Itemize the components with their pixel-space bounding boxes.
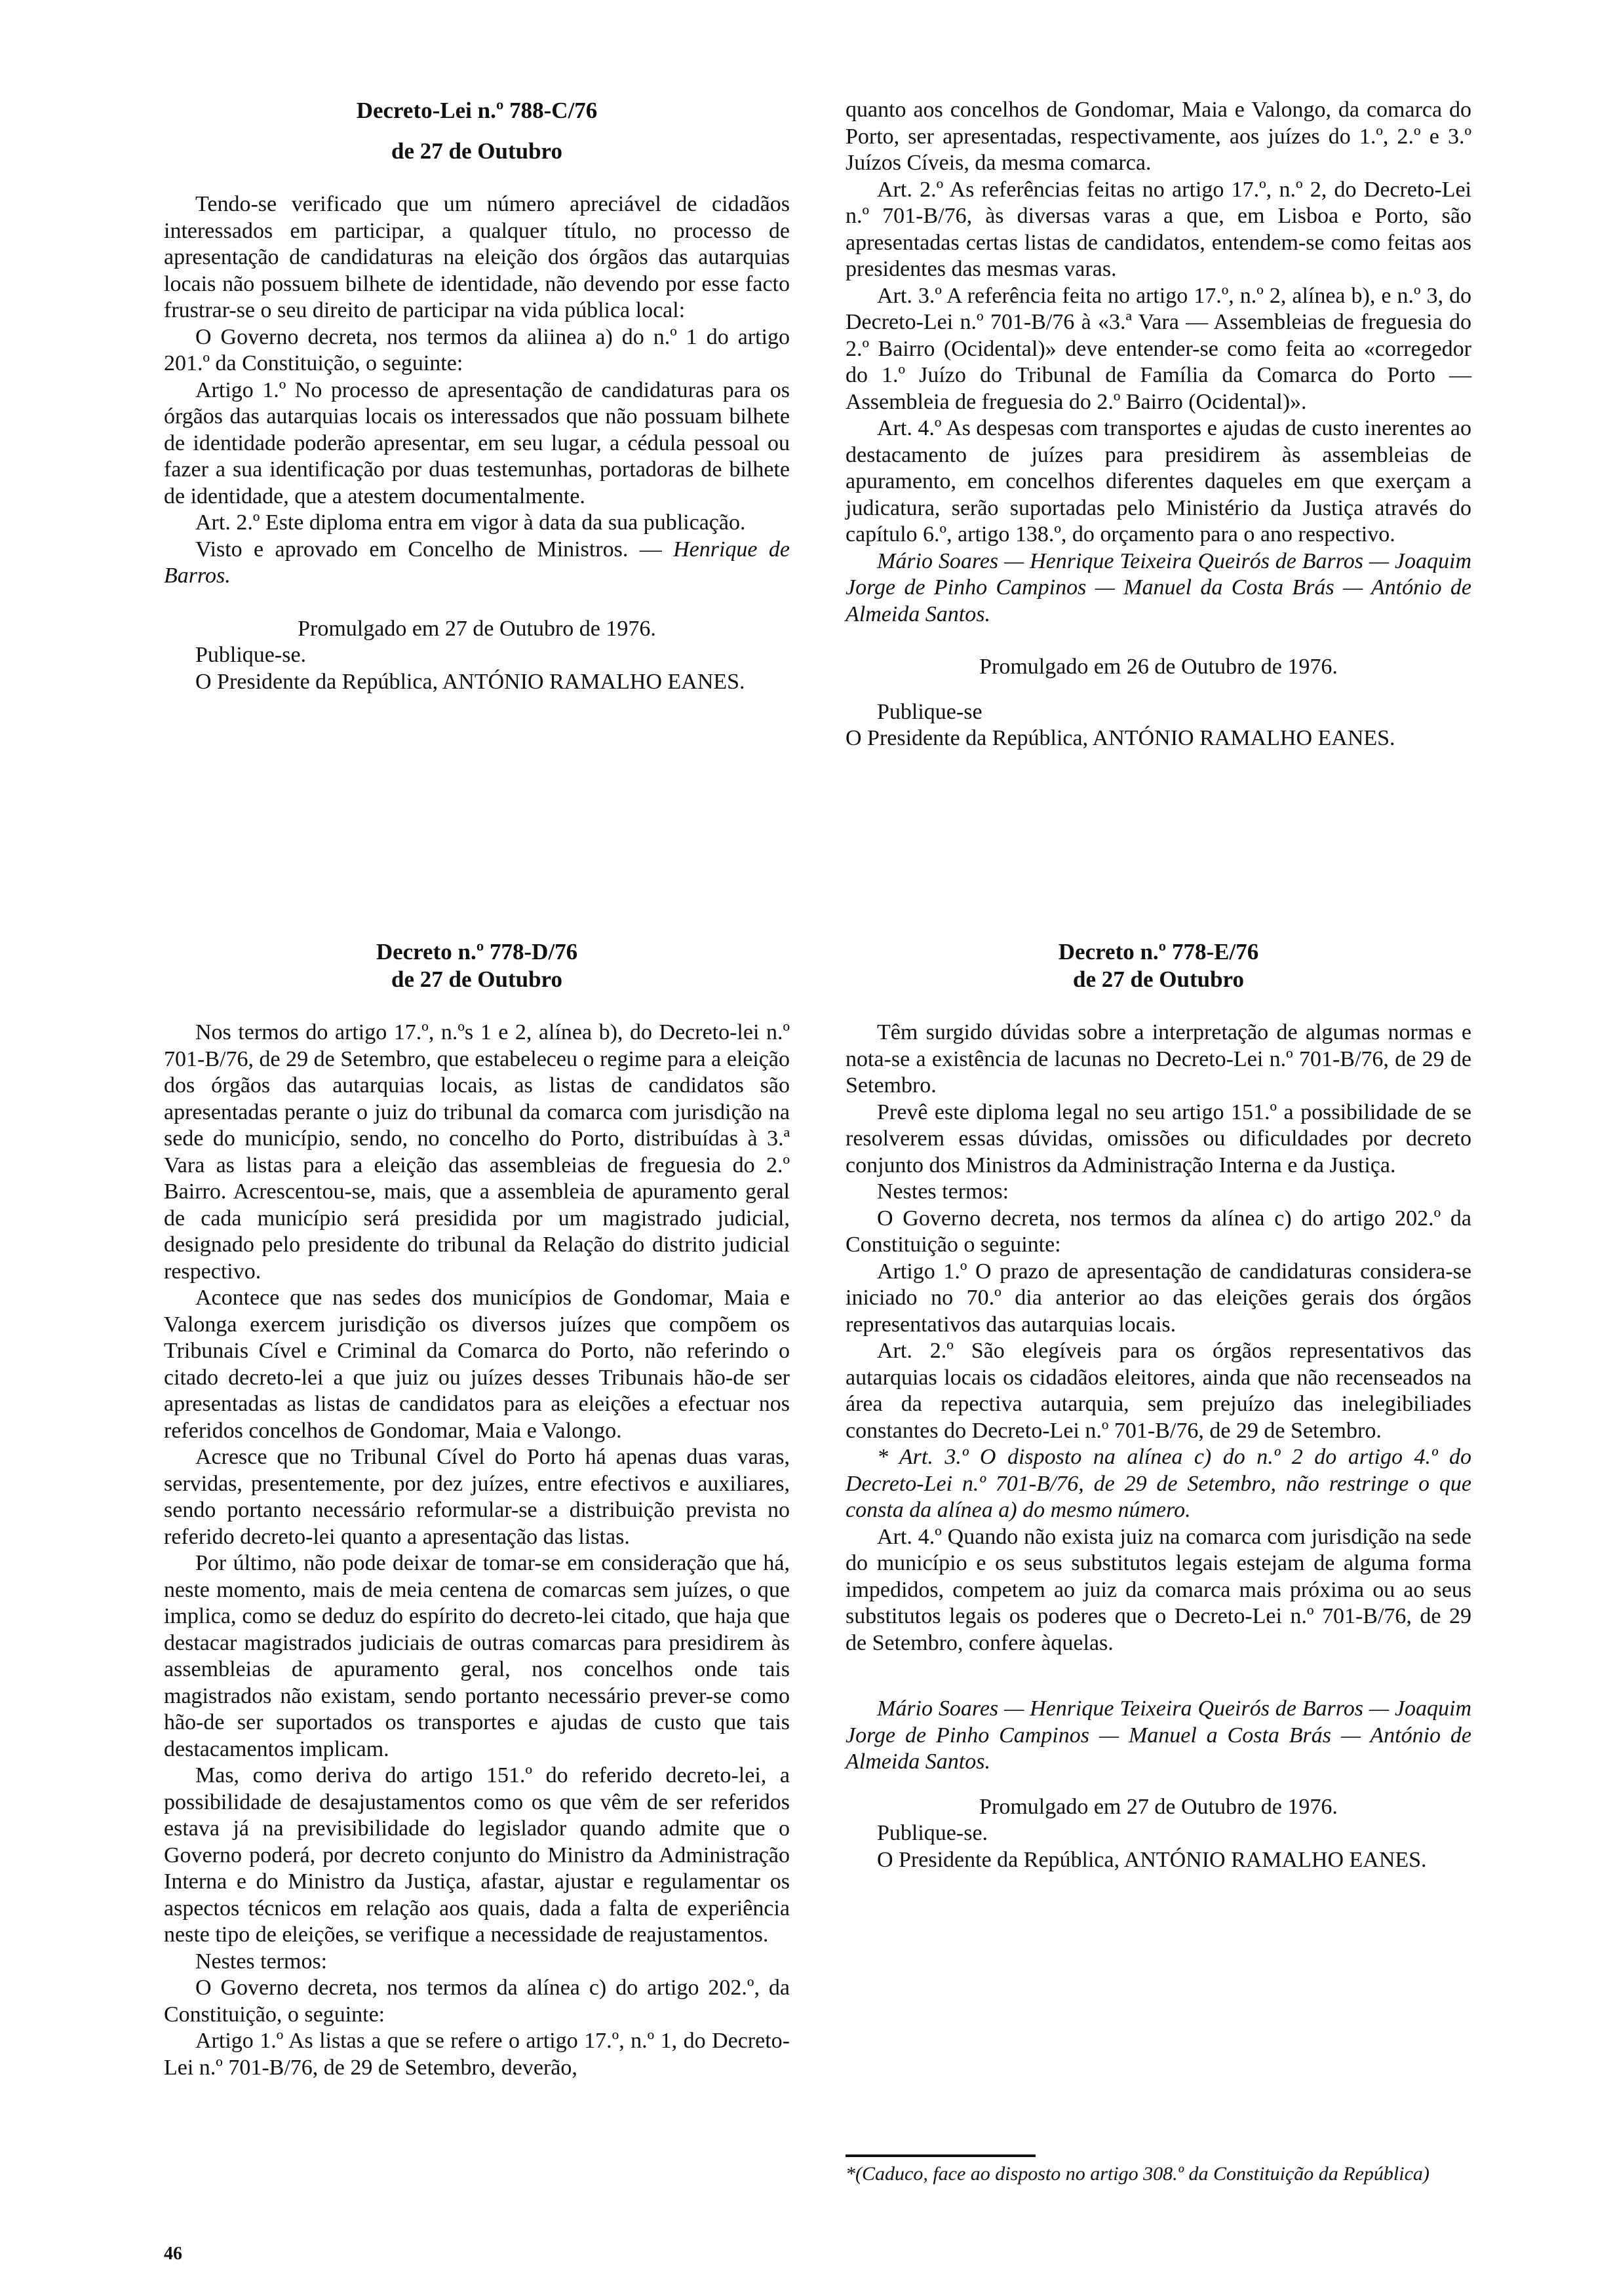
decree-date: de 27 de Outubro (1073, 966, 1244, 992)
president-signature: O Presidente da República, ANTÓNIO RAMALHO EANES. (195, 669, 745, 694)
decree-title: Decreto n.º 778-D/76 (376, 939, 578, 965)
paragraph: Artigo 1.º As listas a que se refere o artigo 17.º, n.º 1, do Decreto-Lei n.º 701-B/76, de 29 de Setembro, deverão, (164, 2029, 790, 2080)
paragraph: Artigo 1.º No processo de apresentação de candidaturas para os órgãos das autarquias locais os interessados que não possuam bilhete de identidade poderão apresentar, em seu lugar, a cédula pessoal ou fazer a sua identificação por duas testemunhas, portadoras de bilhete de identidade, que a atestem documentalmente. (164, 377, 790, 508)
decree-778e (846, 938, 1471, 1873)
paragraph-annotated: * Art. 3.º O disposto na alínea c) do n.º 2 do artigo 4.º do Decreto-Lei n.º 701-B/76, de 29 de Setembro, não restringe o que consta da alínea a) do mesmo número. (846, 1445, 1471, 1522)
president-signature: O Presidente da República, ANTÓNIO RAMALHO EANES. (877, 1847, 1427, 1872)
paragraph: Têm surgido dúvidas sobre a interpretação de algumas normas e nota-se a existência de lacunas no Decreto-Lei n.º 701-B/76, de 29 de Setembro. (846, 1020, 1471, 1098)
paragraph: O Governo decreta, nos termos da alínea c) do artigo 202.º, da Constituição, o seguinte: (164, 1976, 790, 2027)
footnote-rule (846, 2154, 1036, 2157)
president-signature: O Presidente da República, ANTÓNIO RAMALHO EANES. (846, 726, 1395, 750)
paragraph: Artigo 1.º O prazo de apresentação de candidaturas considera-se iniciado no 70.º dia anterior ao das eleições gerais dos órgãos representativos das autarquias locais. (846, 1259, 1471, 1337)
paragraph: Tendo-se verificado que um número apreciável de cidadãos interessados em participar, a qualquer título, no processo de apresentação de candidaturas na eleição dos órgãos das autarquias locais não possuem bilhete de identidade, não devendo por esse facto frustrar-se o seu direito de participar na vida pública local: (164, 192, 790, 322)
publish-order: Publique-se (877, 699, 983, 724)
paragraph: Acontece que nas sedes dos municípios de Gondomar, Maia e Valonga exercem jurisdição os diversos juízes que compõem os Tribunais Cível e Criminal da Comarca do Porto, não referindo o citado decreto-lei a que juiz ou juízes desses Tribunais hão-de ser apresentadas as listas de candidatos para as eleições a efectuar nos referidos concelhos de Gondomar, Maia e Valongo. (164, 1286, 790, 1443)
signatories: Mário Soares — Henrique Teixeira Queirós de Barros — Joaquim Jorge de Pinho Campinos — Manuel a Costa Brás — António de Almeida Santos. (846, 1696, 1471, 1774)
paragraph: quanto aos concelhos de Gondomar, Maia e Valongo, da comarca do Porto, ser apresentadas, respectivamente, aos juízes do 1.º, 2.º e 3.º Juízos Cíveis, da mesma comarca. (846, 98, 1471, 175)
footnote-text: *(Caduco, face ao disposto no artigo 308.º da Constituição da República) (846, 2163, 1430, 2185)
paragraph: Art. 4.º As despesas com transportes e ajudas de custo inerentes ao destacamento de juízes para presidirem às assembleias de apuramento, em concelhos diferentes daqueles em que exerçam a judicatura, serão suportadas pelo Ministério da Justiça através do capítulo 6.º, artigo 138.º, do orçamento para o ano respectivo. (846, 416, 1471, 546)
decree-778d (164, 938, 790, 2081)
paragraph: Por último, não pode deixar de tomar-se em consideração que há, neste momento, mais de meia centena de comarcas sem juízes, o que implica, como se deduz do espírito do decreto-lei citado, que haja que destacar magistrados judiciais de outras comarcas para presidirem às assembleias de apuramento geral, nos concelhos onde tais magistrados não existam, sendo portanto necessário prever-se como hão-de ser suportados os transportes e ajudas de custo que tais destacamentos implicam. (164, 1551, 790, 1761)
paragraph: Art. 3.º A referência feita no artigo 17.º, n.º 2, alínea b), e n.º 3, do Decreto-Lei n.º 701-B/76 à «3.ª Vara — Assembleias de freguesia do 2.º Bairro (Ocidental)» deve entender-se como feita ao «corregedor do 1.º Juízo do Tribunal de Família da Comarca do Porto — Assembleia de freguesia do 2.º Bairro (Ocidental)». (846, 283, 1471, 414)
decree-date: de 27 de Outubro (391, 966, 562, 992)
paragraph: Nestes termos: (877, 1179, 1009, 1204)
decree-788c (164, 97, 790, 695)
footnote (846, 2162, 1471, 2186)
signatories: Mário Soares — Henrique Teixeira Queirós de Barros — Joaquim Jorge de Pinho Campinos — Manuel da Costa Brás — António de Almeida Santos. (846, 548, 1471, 626)
paragraph: Mas, como deriva do artigo 151.º do referido decreto-lei, a possibilidade de desajustamentos como os que vêm de ser referidos estava já na previsibilidade do legislador quando admite que o Governo poderá, por decreto conjunto do Ministro da Administração Interna e do Ministro da Justiça, afastar, ajustar e regulamentar os aspectos técnicos em relação aos quais, dada a falta de experiência neste tipo de eleições, se verifique a necessidade de reajustamentos. (164, 1763, 790, 1947)
paragraph: Nestes termos: (195, 1949, 328, 1974)
paragraph (164, 537, 790, 590)
publish-order: Publique-se. (195, 643, 307, 667)
decree-title: Decreto n.º 778-E/76 (1058, 939, 1259, 965)
paragraph: Art. 2.º Este diploma entra em vigor à data da sua publicação. (195, 510, 746, 535)
approval-signer: Henrique de Barros. (164, 537, 790, 588)
page-number: 46 (164, 2244, 182, 2264)
paragraph: Prevê este diploma legal no seu artigo 151.º a possibilidade de se resolverem essas dúvidas, omissões ou dificuldades por decreto conjunto dos Ministros da Administração Interna e da Justiça. (846, 1100, 1471, 1177)
publish-order: Publique-se. (877, 1821, 988, 1845)
paragraph: O Governo decreta, nos termos da alínea c) do artigo 202.º da Constituição o seguinte: (846, 1206, 1471, 1257)
paragraph: Nos termos do artigo 17.º, n.ºs 1 e 2, alínea b), do Decreto-lei n.º 701-B/76, de 29 de Setembro, que estabeleceu o regime para a eleição dos órgãos das autarquias locais, as listas de candidatos são apresentadas perante o juiz do tribunal da comarca com jurisdição na sede do município, sendo, no concelho do Porto, distribuídas à 3.ª Vara as listas para a eleição das assembleias de freguesia do 2.º Bairro. Acrescentou-se, mais, que a assembleia de apuramento geral de cada município será presidida por um magistrado judicial, designado pelo presidente do tribunal da Relação do distrito judicial respectivo. (164, 1020, 790, 1284)
paragraph: Art. 4.º Quando não exista juiz na comarca com jurisdição na sede do município e os seus substitutos legais estejam de alguma forma impedidos, competem ao juiz da comarca mais próxima ou ao seus substitutos legais os poderes que o Decreto-Lei n.º 701-B/76, de 29 de Setembro, confere àquelas. (846, 1524, 1471, 1655)
promulgation: Promulgado em 27 de Outubro de 1976. (298, 616, 656, 641)
promulgation: Promulgado em 26 de Outubro de 1976. (979, 655, 1338, 679)
decree-title: Decreto-Lei n.º 788-C/76 (356, 98, 598, 123)
decree-date: de 27 de Outubro (391, 138, 562, 164)
paragraph: Art. 2.º As referências feitas no artigo 17.º, n.º 2, do Decreto-Lei n.º 701-B/76, às diversas varas a que, em Lisboa e Porto, são apresentadas certas listas de candidatos, entendem-se como feitas aos presidentes das mesmas varas. (846, 177, 1471, 281)
approval-text: Visto e aprovado em Concelho de Ministros. — (195, 537, 674, 562)
paragraph: Acresce que no Tribunal Cível do Porto há apenas duas varas, servidas, presentemente, por dez juízes, entre efectivos e auxiliares, sendo portanto necessário reformular-se a distribuição prevista no referido decreto-lei quanto a apresentação das listas. (164, 1445, 790, 1549)
paragraph: O Governo decreta, nos termos da aliinea a) do n.º 1 do artigo 201.º da Constituição, o seguinte: (164, 324, 790, 375)
decree-continuation (846, 97, 1471, 752)
promulgation: Promulgado em 27 de Outubro de 1976. (979, 1794, 1338, 1819)
paragraph: Art. 2.º São elegíveis para os órgãos representativos das autarquias locais os cidadãos eleitores, ainda que não recenseados na área da repectiva autarquia, sem prejuízo das inelegibiliades constantes do Decreto-Lei n.º 701-B/76, de 29 de Setembro. (846, 1339, 1471, 1443)
